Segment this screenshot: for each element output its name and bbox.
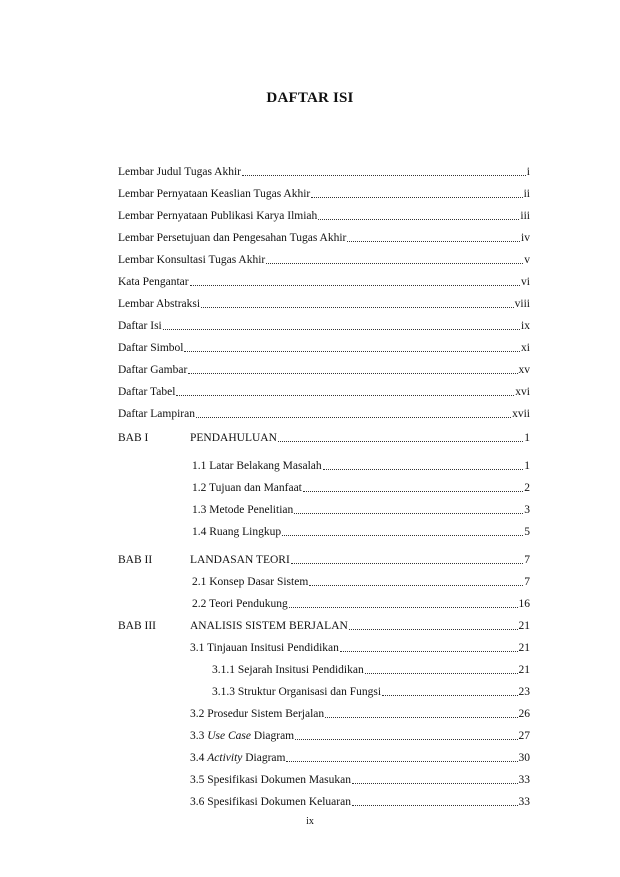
toc-entry-page: vi: [521, 276, 530, 288]
dot-leader: [286, 750, 517, 762]
toc-entry-label: Daftar Lampiran: [118, 408, 195, 420]
section-entry: [192, 502, 530, 518]
toc-entry-label: Lembar Pernyataan Keaslian Tugas Akhir: [118, 188, 311, 200]
section-page: 7: [524, 576, 530, 588]
section-page: 3: [524, 504, 530, 516]
toc-entry-page: v: [524, 254, 530, 266]
section-label: [190, 750, 285, 766]
toc-entry-page: xvii: [512, 408, 530, 420]
toc-entry: [118, 164, 530, 180]
toc-entry-label: Lembar Judul Tugas Akhir: [118, 166, 241, 178]
toc-entry: [118, 252, 530, 268]
toc-entry-label: Lembar Persetujuan dan Pengesahan Tugas Akhir: [118, 232, 347, 244]
section-page: 26: [518, 708, 530, 720]
dot-leader: [311, 186, 522, 198]
section-page: 1: [524, 460, 530, 472]
dot-leader: [190, 274, 520, 286]
section-prefix: 3.3: [190, 730, 208, 742]
chapter-page: 1: [524, 432, 530, 444]
toc-entry: [118, 296, 530, 312]
toc-entry-page: ix: [521, 320, 530, 332]
section-entry: [192, 480, 530, 496]
toc-entry: [118, 362, 530, 378]
section-entry: [192, 524, 530, 540]
section-label: 1.1 Latar Belakang Masalah: [192, 460, 322, 472]
section-italic: Activity: [207, 752, 243, 764]
section-page: 5: [524, 526, 530, 538]
chapter-entry: [190, 552, 530, 568]
dot-leader: [347, 230, 520, 242]
section-label: 3.5 Spesifikasi Dokumen Masukan: [190, 774, 351, 786]
subsection-label: 3.1.1 Sejarah Insitusi Pendidikan: [212, 664, 364, 676]
section-label: 2.2 Teori Pendukung: [192, 598, 288, 610]
toc-entry-label: Lembar Abstraksi: [118, 298, 201, 310]
toc-entry-label: Daftar Tabel: [118, 386, 176, 398]
toc-entry-label: Lembar Pernyataan Publikasi Karya Ilmiah: [118, 210, 318, 222]
toc-entry-label: Daftar Gambar: [118, 364, 188, 376]
toc-entry-label: Daftar Isi: [118, 320, 162, 332]
toc-entry-page: iii: [520, 210, 530, 222]
section-entry: [190, 750, 530, 766]
toc-entry-label: Kata Pengantar: [118, 276, 189, 288]
section-suffix: Diagram: [242, 752, 286, 764]
toc-entry: [118, 340, 530, 356]
subsection-page: 21: [518, 664, 530, 676]
section-italic: Use Case: [207, 730, 252, 742]
dot-leader: [309, 574, 523, 586]
toc-entry-page: ii: [523, 188, 530, 200]
toc-entry: [118, 186, 530, 202]
chapter-title: ANALISIS SISTEM BERJALAN: [190, 620, 348, 632]
dot-leader: [201, 296, 514, 308]
dot-leader: [278, 430, 523, 442]
subsection-label: 3.1.3 Struktur Organisasi dan Fungsi: [212, 686, 382, 698]
subsection-entry: [212, 684, 530, 700]
dot-leader: [266, 252, 523, 264]
section-entry: [190, 728, 530, 744]
chapter-page: 7: [524, 554, 530, 566]
section-page: 27: [518, 730, 530, 742]
section-page: 30: [518, 752, 530, 764]
dot-leader: [352, 794, 518, 806]
dot-leader: [382, 684, 517, 696]
section-page: 33: [518, 774, 530, 786]
toc-entry: [118, 274, 530, 290]
toc-entry: [118, 406, 530, 422]
dot-leader: [196, 406, 511, 418]
section-label: 3.6 Spesifikasi Dokumen Keluaran: [190, 796, 351, 808]
section-entry: [190, 706, 530, 722]
page-title: DAFTAR ISI: [266, 90, 354, 106]
toc-entry-page: i: [526, 166, 530, 178]
dot-leader: [289, 596, 518, 608]
toc-entry: [118, 208, 530, 224]
toc-entry-page: xvi: [515, 386, 530, 398]
chapter-title: LANDASAN TEORI: [190, 554, 290, 566]
dot-leader: [303, 480, 523, 492]
dot-leader: [323, 458, 524, 470]
dot-leader: [176, 384, 514, 396]
section-label: 1.4 Ruang Lingkup: [192, 526, 282, 538]
toc-entry-label: Lembar Konsultasi Tugas Akhir: [118, 254, 266, 266]
section-label: 3.1 Tinjauan Insitusi Pendidikan: [190, 642, 339, 654]
chapter-entry: [190, 430, 530, 446]
section-label: 1.2 Tujuan dan Manfaat: [192, 482, 302, 494]
toc-entry-label: Daftar Simbol: [118, 342, 184, 354]
section-prefix: 3.4: [190, 752, 208, 764]
subsection-entry: [212, 662, 530, 678]
section-entry: [192, 596, 530, 612]
section-suffix: Diagram: [251, 730, 295, 742]
chapter-entry: [190, 618, 530, 634]
toc-entry-page: xi: [521, 342, 530, 354]
section-label: 2.1 Konsep Dasar Sistem: [192, 576, 309, 588]
toc-entry: [118, 230, 530, 246]
toc-entry-page: xv: [518, 364, 530, 376]
section-entry: [190, 640, 530, 656]
section-label: [190, 728, 294, 744]
page-number: ix: [306, 816, 314, 827]
chapter-page: 21: [518, 620, 530, 632]
section-page: 33: [518, 796, 530, 808]
dot-leader: [294, 502, 523, 514]
dot-leader: [318, 208, 519, 220]
section-page: 16: [518, 598, 530, 610]
chapter-code: BAB I: [118, 432, 149, 444]
toc-entry-page: viii: [514, 298, 530, 310]
dot-leader: [352, 772, 518, 784]
dot-leader: [188, 362, 517, 374]
section-page: 21: [518, 642, 530, 654]
dot-leader: [184, 340, 520, 352]
dot-leader: [325, 706, 517, 718]
dot-leader: [295, 728, 517, 740]
subsection-page: 23: [518, 686, 530, 698]
chapter-code: BAB III: [118, 620, 157, 632]
dot-leader: [340, 640, 518, 652]
chapter-title: PENDAHULUAN: [190, 432, 277, 444]
chapter-code: BAB II: [118, 554, 153, 566]
section-entry: [190, 772, 530, 788]
dot-leader: [365, 662, 518, 674]
section-entry: [190, 794, 530, 810]
dot-leader: [163, 318, 520, 330]
section-label: 1.3 Metode Penelitian: [192, 504, 294, 516]
toc-entry-page: iv: [521, 232, 530, 244]
dot-leader: [291, 552, 523, 564]
dot-leader: [282, 524, 523, 536]
toc-entry: [118, 384, 530, 400]
section-entry: [192, 574, 530, 590]
section-label: 3.2 Prosedur Sistem Berjalan: [190, 708, 325, 720]
section-page: 2: [524, 482, 530, 494]
dot-leader: [349, 618, 518, 630]
section-entry: [192, 458, 530, 474]
dot-leader: [242, 164, 526, 176]
toc-entry: [118, 318, 530, 334]
